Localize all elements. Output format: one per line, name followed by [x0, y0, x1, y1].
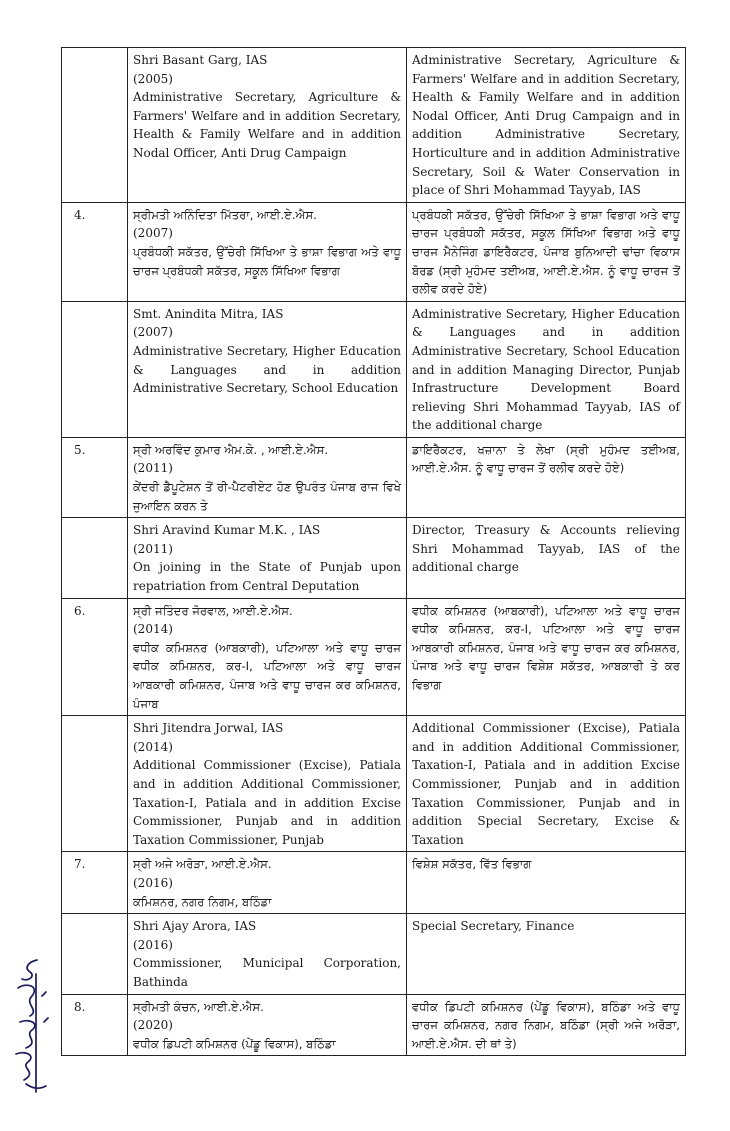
posting-text: Administrative Secretary, Higher Education & Languages and in addition Administrative Secretary, School Education and in addition Managing Director, Punjab Infrastructure Development Board relieving Shri Mohammad Tayyab, IAS of the additional charge	[412, 306, 680, 433]
officer-name: ਸ੍ਰੀ ਅਜੇ ਅਰੋੜਾ, ਆਈ.ਏ.ਐਸ.	[133, 857, 272, 872]
serial-number-cell	[62, 716, 128, 852]
new-posting-cell	[407, 716, 686, 852]
posting-text: ਵਿਸ਼ੇਸ਼ ਸਕੱਤਰ, ਵਿੱਤ ਵਿਭਾਗ	[412, 857, 532, 872]
serial-number-cell: 6.	[62, 598, 128, 716]
serial-number-cell	[62, 518, 128, 598]
posting-text: ਪ੍ਰਬੰਧਕੀ ਸਕੱਤਰ, ਉੱਚੇਰੀ ਸਿੱਖਿਆ ਤੇ ਭਾਸ਼ਾ ਵਿਭਾਗ ਅਤੇ ਵਾਧੂ ਚਾਰਜ ਪ੍ਰਬੰਧਕੀ ਸਕੱਤਰ, ਸਕੂਲ ਸਿੱਖਿਆ ਵਿਭਾਗ ਅਤੇ ਵਾਧੂ ਚਾਰਜ ਮੈਨੇਜਿੰਗ ਡਾਇਰੈਕਟਰ, ਪੰਜਾਬ ਬੁਨਿਆਦੀ ਢਾਂਚਾ ਵਿਕਾਸ ਬੋਰਡ (ਸ੍ਰੀ ਮੁਹੰਮਦ ਤਈਅਬ, ਆਈ.ਏ.ਐਸ. ਨੂੰ ਵਾਧੂ ਚਾਰਜ ਤੋਂ ਰਲੀਵ ਕਰਦੇ ਹੋਏ)	[412, 207, 680, 297]
table-row	[62, 437, 686, 517]
serial-number-cell: 4.	[62, 202, 128, 301]
new-posting-cell	[407, 914, 686, 994]
batch-year: (2014)	[133, 739, 173, 754]
serial-number-cell: 5.	[62, 437, 128, 517]
table-row	[62, 994, 686, 1056]
new-posting-cell	[407, 437, 686, 517]
new-posting-cell	[407, 852, 686, 914]
posting-text: ਵਧੀਕ ਡਿਪਟੀ ਕਮਿਸ਼ਨਰ (ਪੇਂਡੂ ਵਿਕਾਸ), ਬਠਿੰਡਾ ਅਤੇ ਵਾਧੂ ਚਾਰਜ ਕਮਿਸ਼ਨਰ, ਨਗਰ ਨਿਗਮ, ਬਠਿੰਡਾ (ਸ੍ਰੀ ਅਜੇ ਅਰੋੜਾ, ਆਈ.ਏ.ਐਸ. ਦੀ ਥਾਂ ਤੇ)	[412, 999, 680, 1051]
table-row	[62, 518, 686, 598]
batch-year: (2007)	[133, 325, 173, 340]
transfer-orders-table	[61, 47, 686, 1056]
posting-text: Special Secretary, Finance	[412, 919, 575, 934]
officer-name: Smt. Anindita Mitra, IAS	[133, 306, 284, 321]
posting-text: Administrative Secretary, Agriculture & Farmers' Welfare and in addition Secretary, Health & Family Welfare and in addition Nodal Officer, Anti Drug Campaign and in addition Administrative Secretary, Horticulture and in addition Administrative Secretary, Soil & Water Conservation in place of Shri Mohammad Tayyab, IAS	[412, 53, 680, 198]
officer-name: Shri Basant Garg, IAS	[133, 53, 268, 67]
officer-name: Shri Aravind Kumar M.K. , IAS	[133, 523, 321, 538]
current-posting: ਵਧੀਕ ਡਿਪਟੀ ਕਮਿਸ਼ਨਰ (ਪੇਂਡੂ ਵਿਕਾਸ), ਬਠਿੰਡਾ	[133, 1036, 336, 1051]
table-row	[62, 48, 686, 203]
table-row	[62, 716, 686, 852]
officer-details-cell	[128, 518, 407, 598]
new-posting-cell	[407, 301, 686, 437]
posting-text: ਡਾਇਰੈਕਟਰ, ਖਜ਼ਾਨਾ ਤੇ ਲੇਖਾ (ਸ੍ਰੀ ਮੁਹੰਮਦ ਤਈਅਬ, ਆਈ.ਏ.ਐਸ. ਨੂੰ ਵਾਧੂ ਚਾਰਜ ਤੋਂ ਰਲੀਵ ਕਰਦੇ ਹੋਏ)	[412, 442, 680, 476]
batch-year: (2007)	[133, 226, 173, 241]
new-posting-cell	[407, 994, 686, 1056]
officer-details-cell	[128, 994, 407, 1056]
batch-year: (2014)	[133, 622, 173, 637]
officer-details-cell	[128, 914, 407, 994]
current-posting: ਕਮਿਸ਼ਨਰ, ਨਗਰ ਨਿਗਮ, ਬਠਿੰਡਾ	[133, 894, 272, 909]
officer-details-cell	[128, 598, 407, 716]
batch-year: (2011)	[133, 461, 173, 476]
posting-text: Additional Commissioner (Excise), Patiala and in addition Additional Commissioner, Taxation-I, Patiala and in addition Excise Commissioner, Punjab and in addition Taxation Commissioner, Punjab and in addition Special Secretary, Excise & Taxation	[412, 721, 680, 847]
serial-number-cell: 8.	[62, 994, 128, 1056]
new-posting-cell	[407, 518, 686, 598]
table-row	[62, 301, 686, 437]
officer-name: ਸ੍ਰੀਮਤੀ ਕੰਚਨ, ਆਈ.ਏ.ਐਸ.	[133, 999, 264, 1014]
officer-details-cell	[128, 48, 407, 203]
current-posting: On joining in the State of Punjab upon repatriation from Central Deputation	[133, 560, 401, 594]
officer-name: ਸ੍ਰੀ ਜਤਿੰਦਰ ਜੋਰਵਾਲ, ਆਈ.ਏ.ਐਸ.	[133, 603, 293, 618]
current-posting: ਪ੍ਰਬੰਧਕੀ ਸਕੱਤਰ, ਉੱਚੇਰੀ ਸਿੱਖਿਆ ਤੇ ਭਾਸ਼ਾ ਵਿਭਾਗ ਅਤੇ ਵਾਧੂ ਚਾਰਜ ਪ੍ਰਬੰਧਕੀ ਸਕੱਤਰ, ਸਕੂਲ ਸਿੱਖਿਆ ਵਿਭਾਗ	[133, 244, 401, 278]
new-posting-cell	[407, 48, 686, 203]
new-posting-cell	[407, 598, 686, 716]
officer-details-cell	[128, 852, 407, 914]
officer-name: Shri Jitendra Jorwal, IAS	[133, 721, 284, 736]
officer-details-cell	[128, 716, 407, 852]
officer-details-cell	[128, 301, 407, 437]
table-row	[62, 598, 686, 716]
table-body	[62, 48, 686, 1056]
officer-details-cell	[128, 437, 407, 517]
current-posting: Administrative Secretary, Higher Education & Languages and in addition Administrative Secretary, School Education	[133, 343, 401, 396]
serial-number-cell	[62, 48, 128, 203]
serial-number-cell	[62, 914, 128, 994]
batch-year: (2016)	[133, 937, 173, 952]
officer-name: ਸ੍ਰੀਮਤੀ ਅਨਿੰਦਿਤਾ ਮਿੱਤਰਾ, ਆਈ.ਏ.ਐਸ.	[133, 207, 317, 222]
officer-name: ਸ੍ਰੀ ਅਰਵਿੰਦ ਕੁਮਾਰ ਐਮ.ਕੇ. , ਆਈ.ਏ.ਐਸ.	[133, 442, 329, 457]
batch-year: (2011)	[133, 541, 173, 556]
posting-text: ਵਧੀਕ ਕਮਿਸ਼ਨਰ (ਆਬਕਾਰੀ), ਪਟਿਆਲਾ ਅਤੇ ਵਾਧੂ ਚਾਰਜ ਵਧੀਕ ਕਮਿਸ਼ਨਰ, ਕਰ-I, ਪਟਿਆਲਾ ਅਤੇ ਵਾਧੂ ਚਾਰਜ ਆਬਕਾਰੀ ਕਮਿਸ਼ਨਰ, ਪੰਜਾਬ ਅਤੇ ਵਾਧੂ ਚਾਰਜ ਕਰ ਕਮਿਸ਼ਨਰ, ਪੰਜਾਬ ਅਤੇ ਵਾਧੂ ਚਾਰਜ ਵਿਸ਼ੇਸ਼ ਸਕੱਤਰ, ਆਬਕਾਰੀ ਤੇ ਕਰ ਵਿਭਾਗ	[412, 603, 680, 692]
table-row	[62, 914, 686, 994]
batch-year: (2005)	[133, 71, 173, 86]
posting-text: Director, Treasury & Accounts relieving Shri Mohammad Tayyab, IAS of the additional charge	[412, 523, 680, 575]
new-posting-cell	[407, 202, 686, 301]
batch-year: (2020)	[133, 1018, 173, 1033]
table-row	[62, 852, 686, 914]
current-posting: Commissioner, Municipal Corporation, Bathinda	[133, 956, 401, 989]
current-posting: Additional Commissioner (Excise), Patiala and in addition Additional Commissioner, Taxation-I, Patiala and in addition Excise Commissioner, Punjab and in addition Taxation Commissioner, Punjab	[133, 758, 401, 847]
current-posting: ਵਧੀਕ ਕਮਿਸ਼ਨਰ (ਆਬਕਾਰੀ), ਪਟਿਆਲਾ ਅਤੇ ਵਾਧੂ ਚਾਰਜ ਵਧੀਕ ਕਮਿਸ਼ਨਰ, ਕਰ-I, ਪਟਿਆਲਾ ਅਤੇ ਵਾਧੂ ਚਾਰਜ ਆਬਕਾਰੀ ਕਮਿਸ਼ਨਰ, ਪੰਜਾਬ ਅਤੇ ਵਾਧੂ ਚਾਰਜ ਕਰ ਕਮਿਸ਼ਨਰ, ਪੰਜਾਬ	[133, 640, 401, 711]
handwritten-signature-icon	[6, 952, 52, 1102]
table-row	[62, 202, 686, 301]
current-posting: ਕੇਂਦਰੀ ਡੈਪੂਟੇਸ਼ਨ ਤੋਂ ਰੀ-ਪੈਟਰੀਏਟ ਹੋਣ ਉਪਰੰਤ ਪੰਜਾਬ ਰਾਜ ਵਿਖੇ ਜੁਆਇਨ ਕਰਨ ਤੇ	[133, 480, 401, 513]
serial-number-cell	[62, 301, 128, 437]
officer-details-cell	[128, 202, 407, 301]
serial-number-cell: 7.	[62, 852, 128, 914]
batch-year: (2016)	[133, 875, 173, 890]
officer-name: Shri Ajay Arora, IAS	[133, 919, 257, 934]
current-posting: Administrative Secretary, Agriculture & Farmers' Welfare and in addition Secretary, Health & Family Welfare and in addition Nodal Officer, Anti Drug Campaign	[133, 90, 401, 160]
